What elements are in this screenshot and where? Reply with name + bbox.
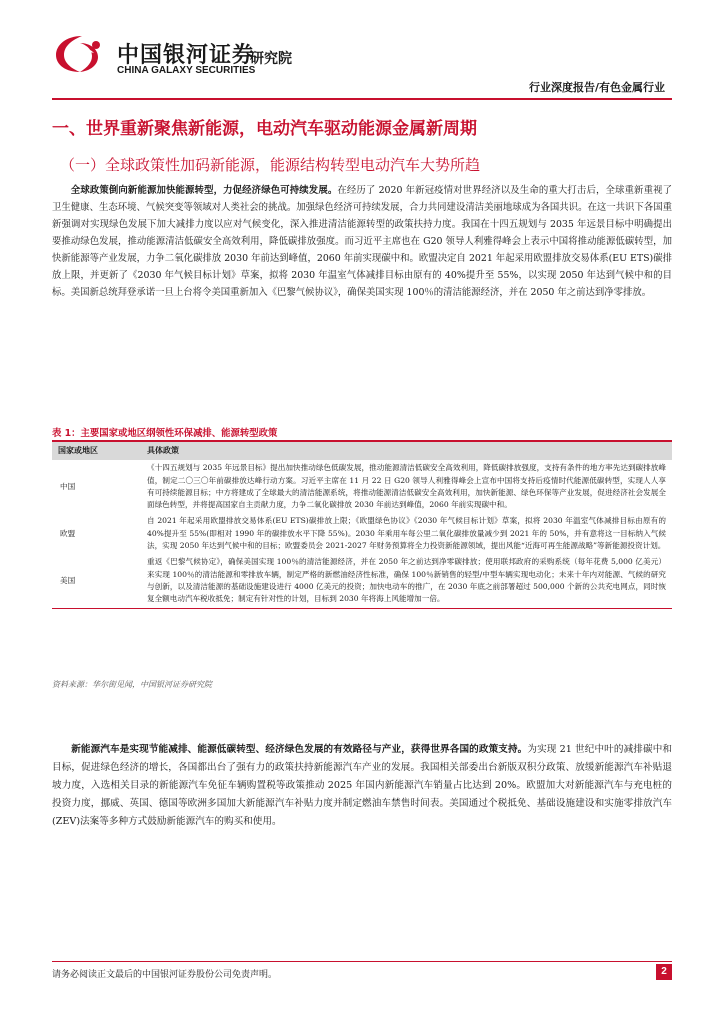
table-row xyxy=(52,554,672,608)
section-heading: 一、世界重新聚焦新能源，电动汽车驱动能源金属新周期 xyxy=(52,119,477,139)
paragraph-body: 为实现 21 世纪中叶的减排碳中和目标，促进绿色经济的增长，各国都出台了强有力的政策扶持新能源汽车产业的发展。我国相关部委出台新版双积分政策、放缓新能源汽车补贴退坡力度，入选相关目录的新能源汽车免征车辆购置税等政策推动 2025 年国内新能源汽车销量占比达到 20%。欧盟加大对新能源汽车与充电桩的投资力度，挪威、英国、德国等欧洲多国加大新能源汽车补贴力度并制定燃油车禁售时间表。美国通过个税抵免、基础设施建设和实施零排放汽车(ZEV)法案等多种方式鼓励新能源汽车的购买和使用。 xyxy=(52,744,672,827)
brand-name-cn: 中国银河证券 xyxy=(117,43,256,68)
column-header-policy: 具体政策 xyxy=(141,441,672,460)
column-header-region: 国家或地区 xyxy=(52,441,141,460)
table-cell-region: 中国 xyxy=(60,481,76,491)
paragraph-lead: 新能源汽车是实现节能减排、能源低碳转型、经济绿色发展的有效路径与产业，获得世界各国的政策支持。 xyxy=(71,744,528,755)
paragraph-body: 在经历了 2020 年新冠疫情对世界经济以及生命的重大打击后，全球重新重视了卫生健康、生态环境、气候突变等领域对人类社会的挑战。加强绿色经济可持续发展，合力共同建设清洁美丽地球成为各国共识。在这一共识下各国重新强调对实现绿色发展下加大减排力度以应对气候变化，深入推进清洁能源转型的政策扶持力度。我国在十四五规划与 2035 年远景目标中明确提出要推动绿色发展，推动能源清洁低碳安全高效利用，降低碳排放强度。而习近平主席也在 G20 领导人利雅得峰会上表示中国将推动能源低碳转型，加快新能源等产业发展，力争二氧化碳排放 2030 年前达到峰值，2060 年前实现碳中和。欧盟决定自 2021 年起采用欧盟排放交易体系(EU ETS)碳排放上限，并更新了《2030 年气候目标计划》草案，拟将 2030 年温室气体减排目标由原有的 40%提升至 55%，以实现 2050 年达到气候中和的目标。美国新总统拜登承诺一旦上台将令美国重新加入《巴黎气候协议》，确保美国实现 100％的清洁能源经济，并在 2050 年之前达到净零排放。 xyxy=(52,185,672,298)
table-cell-policy: 《十四五规划与 2035 年远景目标》提出加快推动绿色低碳发展，推动能源清洁低碳安全高效利用，降低碳排放强度，支持有条件的地方率先达到碳排放峰值，制定二〇三〇年前碳排放达峰行动方案。习近平主席在 11 月 22 日 G20 领导人利雅得峰会上宣布中国将支持后疫情时代能源低碳转型，实现人人享有可持续能源目标；中方将建成了全球最大的清洁能源系统，将推动能源清洁低碳安全高效利用，加快新能源、绿色环保等产业发展，促进经济社会发展全面绿色转型，并将提高国家自主贡献力度，力争二氧化碳排放 2030 年前达到峰值，2060 年前实现碳中和。 xyxy=(147,463,666,510)
report-type-label: 行业深度报告/有色金属行业 xyxy=(528,81,665,94)
paragraph-ev-policy xyxy=(52,741,672,831)
brand-department: 研究院 xyxy=(250,51,292,67)
paragraph-lead: 全球政策倒向新能源加快能源转型，力促经济绿色可持续发展。 xyxy=(70,185,338,196)
subsection-heading: （一）全球政策性加码新能源，能源结构转型电动汽车大势所趋 xyxy=(60,156,481,174)
table-cell-policy: 重返《巴黎气候协定》，确保美国实现 100％的清洁能源经济，并在 2050 年之前达到净零碳排放；使用联邦政府的采购系统（每年花费 5,000 亿美元）来实现 100％的清洁能源和零排放车辆，制定严格的新燃油经济性标准，确保 100％新销售的轻型/中型车辆实现电动化；未来十年内对能源、气候的研究与创新，以及清洁能源的基础设施建设进行 4000 亿美元的投资；加快电动车的推广，在 2030 年底之前部署超过 500,000 个新的公共充电网点，同时恢复全额电动汽车税收抵免；制定有针对性的计划，目标到 2030 年将海上风能增加一倍。 xyxy=(141,554,672,608)
paragraph-policy-overview xyxy=(52,182,672,301)
table-row xyxy=(52,460,672,513)
table-caption: 表 1：主要国家或地区纲领性环保减排、能源转型政策 xyxy=(52,428,278,439)
galaxy-logo-icon xyxy=(52,33,112,75)
header-divider xyxy=(52,98,672,100)
brand-name-en: CHINA GALAXY SECURITIES xyxy=(117,65,256,76)
policy-table xyxy=(52,440,672,609)
table-row xyxy=(52,513,672,554)
table-cell-region: 欧盟 xyxy=(60,528,76,538)
footer-disclaimer: 请务必阅读正文最后的中国银河证券股份公司免责声明。 xyxy=(52,970,278,980)
footer-divider xyxy=(52,961,672,962)
table-source-note: 资料来源：华尔街见闻，中国银河证券研究院 xyxy=(52,680,212,689)
page-number: 2 xyxy=(656,964,672,980)
table-cell-policy: 自 2021 年起采用欧盟排放交易体系(EU ETS)碳排放上限；《欧盟绿色协议》《2030 年气候目标计划》草案，拟将 2030 年温室气体减排目标由原有的 40%提升至 55%(即相对 1990 年的碳排放水平下降 55%)。2030 年乘用车每公里二氧化碳排放量减少到 2021 年的 50%，并有意将这一目标纳入气候法，实现 2050 年达到气候中和的目标；欧盟委员会 2021-2027 年财务预算将全力投资新能源领域，提出风能“近海可再生能源战略”等新能源投资计划。 xyxy=(147,516,666,551)
table-cell-region: 美国 xyxy=(52,554,141,608)
table-header-row xyxy=(52,441,672,460)
page-header xyxy=(0,0,724,100)
